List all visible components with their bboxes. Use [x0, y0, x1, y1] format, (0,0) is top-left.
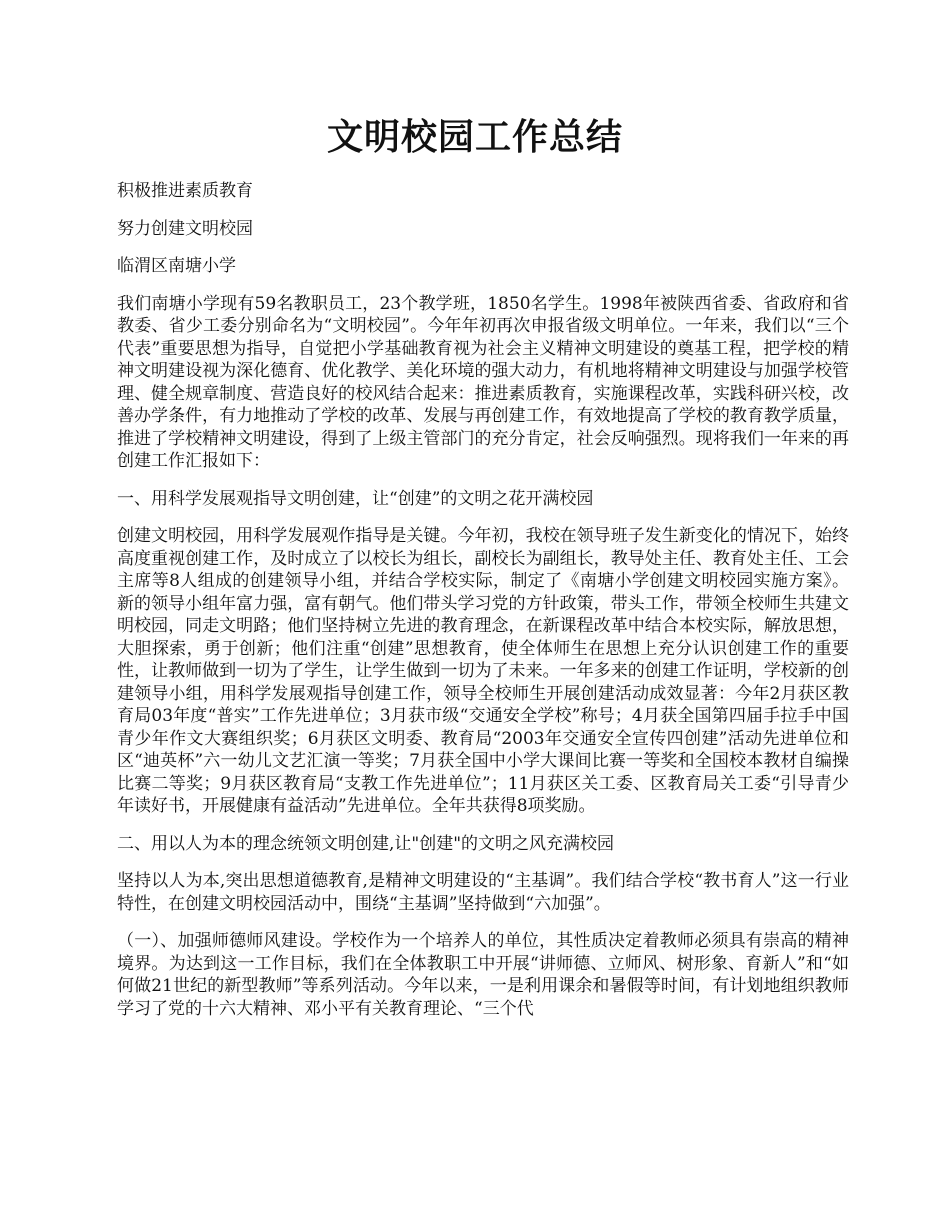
document-title: 文明校园工作总结 — [326, 116, 623, 158]
body-paragraph: （一）、加强师德师风建设。学校作为一个培养人的单位，其性质决定着教师必须具有崇高的精神境界。为达到这一工作目标，我们在全体教职工中开展“讲师德、立师风、树形象、育新人”和“如何做21世纪的新型教师”等系列活动。今年以来，一是利用课余和暑假等时间，有计划地组织教师学习了党的十六大精神、邓小平有关教育理论、“三个代 — [117, 931, 849, 1019]
author-line: 临渭区南塘小学 — [117, 256, 236, 276]
subtitle-line: 积极推进素质教育 — [117, 181, 253, 201]
body-paragraph: 创建文明校园，用科学发展观作指导是关键。今年初，我校在领导班子发生新变化的情况下，始终高度重视创建工作，及时成立了以校长为组长，副校长为副组长，教导处主任、教育处主任、工会主席等8人组成的创建领导小组，并结合学校实际，制定了《南塘小学创建文明校园实施方案》。新的领导小组年富力强，富有朝气。他们带头学习党的方针政策，带头工作，带领全校师生共建文明校园，同走文明路；他们坚持树立先进的教育理念，在新课程改革中结合本校实际，解放思想，大胆探索，勇于创新；他们注重“创建”思想教育，使全体师生在思想上充分认识创建工作的重要性，让教师做到一切为了学生，让学生做到一切为了未来。一年多来的创建工作证明，学校新的创建领导小组，用科学发展观指导创建工作，领导全校师生开展创建活动成效显著：今年2月获区教育局03年度“普实”工作先进单位；3月获市级“交通安全学校”称号；4月获全国第四届手拉手中国青少年作文大赛组织奖；6月获区文明委、教育局“2003年交通安全宣传四创建”活动先进单位和区“迪英杯”六一幼儿文艺汇演一等奖；7月获全国中小学大课间比赛一等奖和全国校本教材自编操比赛二等奖；9月获区教育局“支教工作先进单位”；11月获区关工委、区教育局关工委“引导青少年读好书，开展健康有益活动”先进单位。全年共获得8项奖励。 — [117, 526, 849, 816]
section-heading: 一、用科学发展观指导文明创建，让“创建”的文明之花开满校园 — [117, 488, 594, 509]
body-paragraph: 我们南塘小学现有59名教职员工，23个教学班，1850名学生。1998年被陕西省委、省政府和省教委、省少工委分别命名为“文明校园”。今年年初再次申报省级文明单位。一年来，我们以“三个代表”重要思想为指导，自觉把小学基础教育视为社会主义精神文明建设的奠基工程，把学校的精神文明建设视为深化德育、优化教学、美化环境的强大动力，有机地将精神文明建设与加强学校管理、健全规章制度、营造良好的校风结合起来：推进素质教育，实施课程改革，实践科研兴校，改善办学条件，有力地推动了学校的改革、发展与再创建工作，有效地提高了学校的教育教学质量，推进了学校精神文明建设，得到了上级主管部门的充分肯定，社会反响强烈。现将我们一年来的再创建工作汇报如下： — [117, 293, 849, 471]
subtitle-line: 努力创建文明校园 — [117, 218, 253, 239]
document-body — [117, 180, 849, 1035]
body-paragraph: 坚持以人为本,突出思想道德教育,是精神文明建设的“主基调”。我们结合学校“教书育人”这一行业特性，在创建文明校园活动中，围绕“主基调”坚持做到“六加强”。 — [117, 871, 849, 914]
section-heading: 二、用以人为本的理念统领文明创建,让"创建"的文明之风充满校园 — [117, 833, 615, 854]
